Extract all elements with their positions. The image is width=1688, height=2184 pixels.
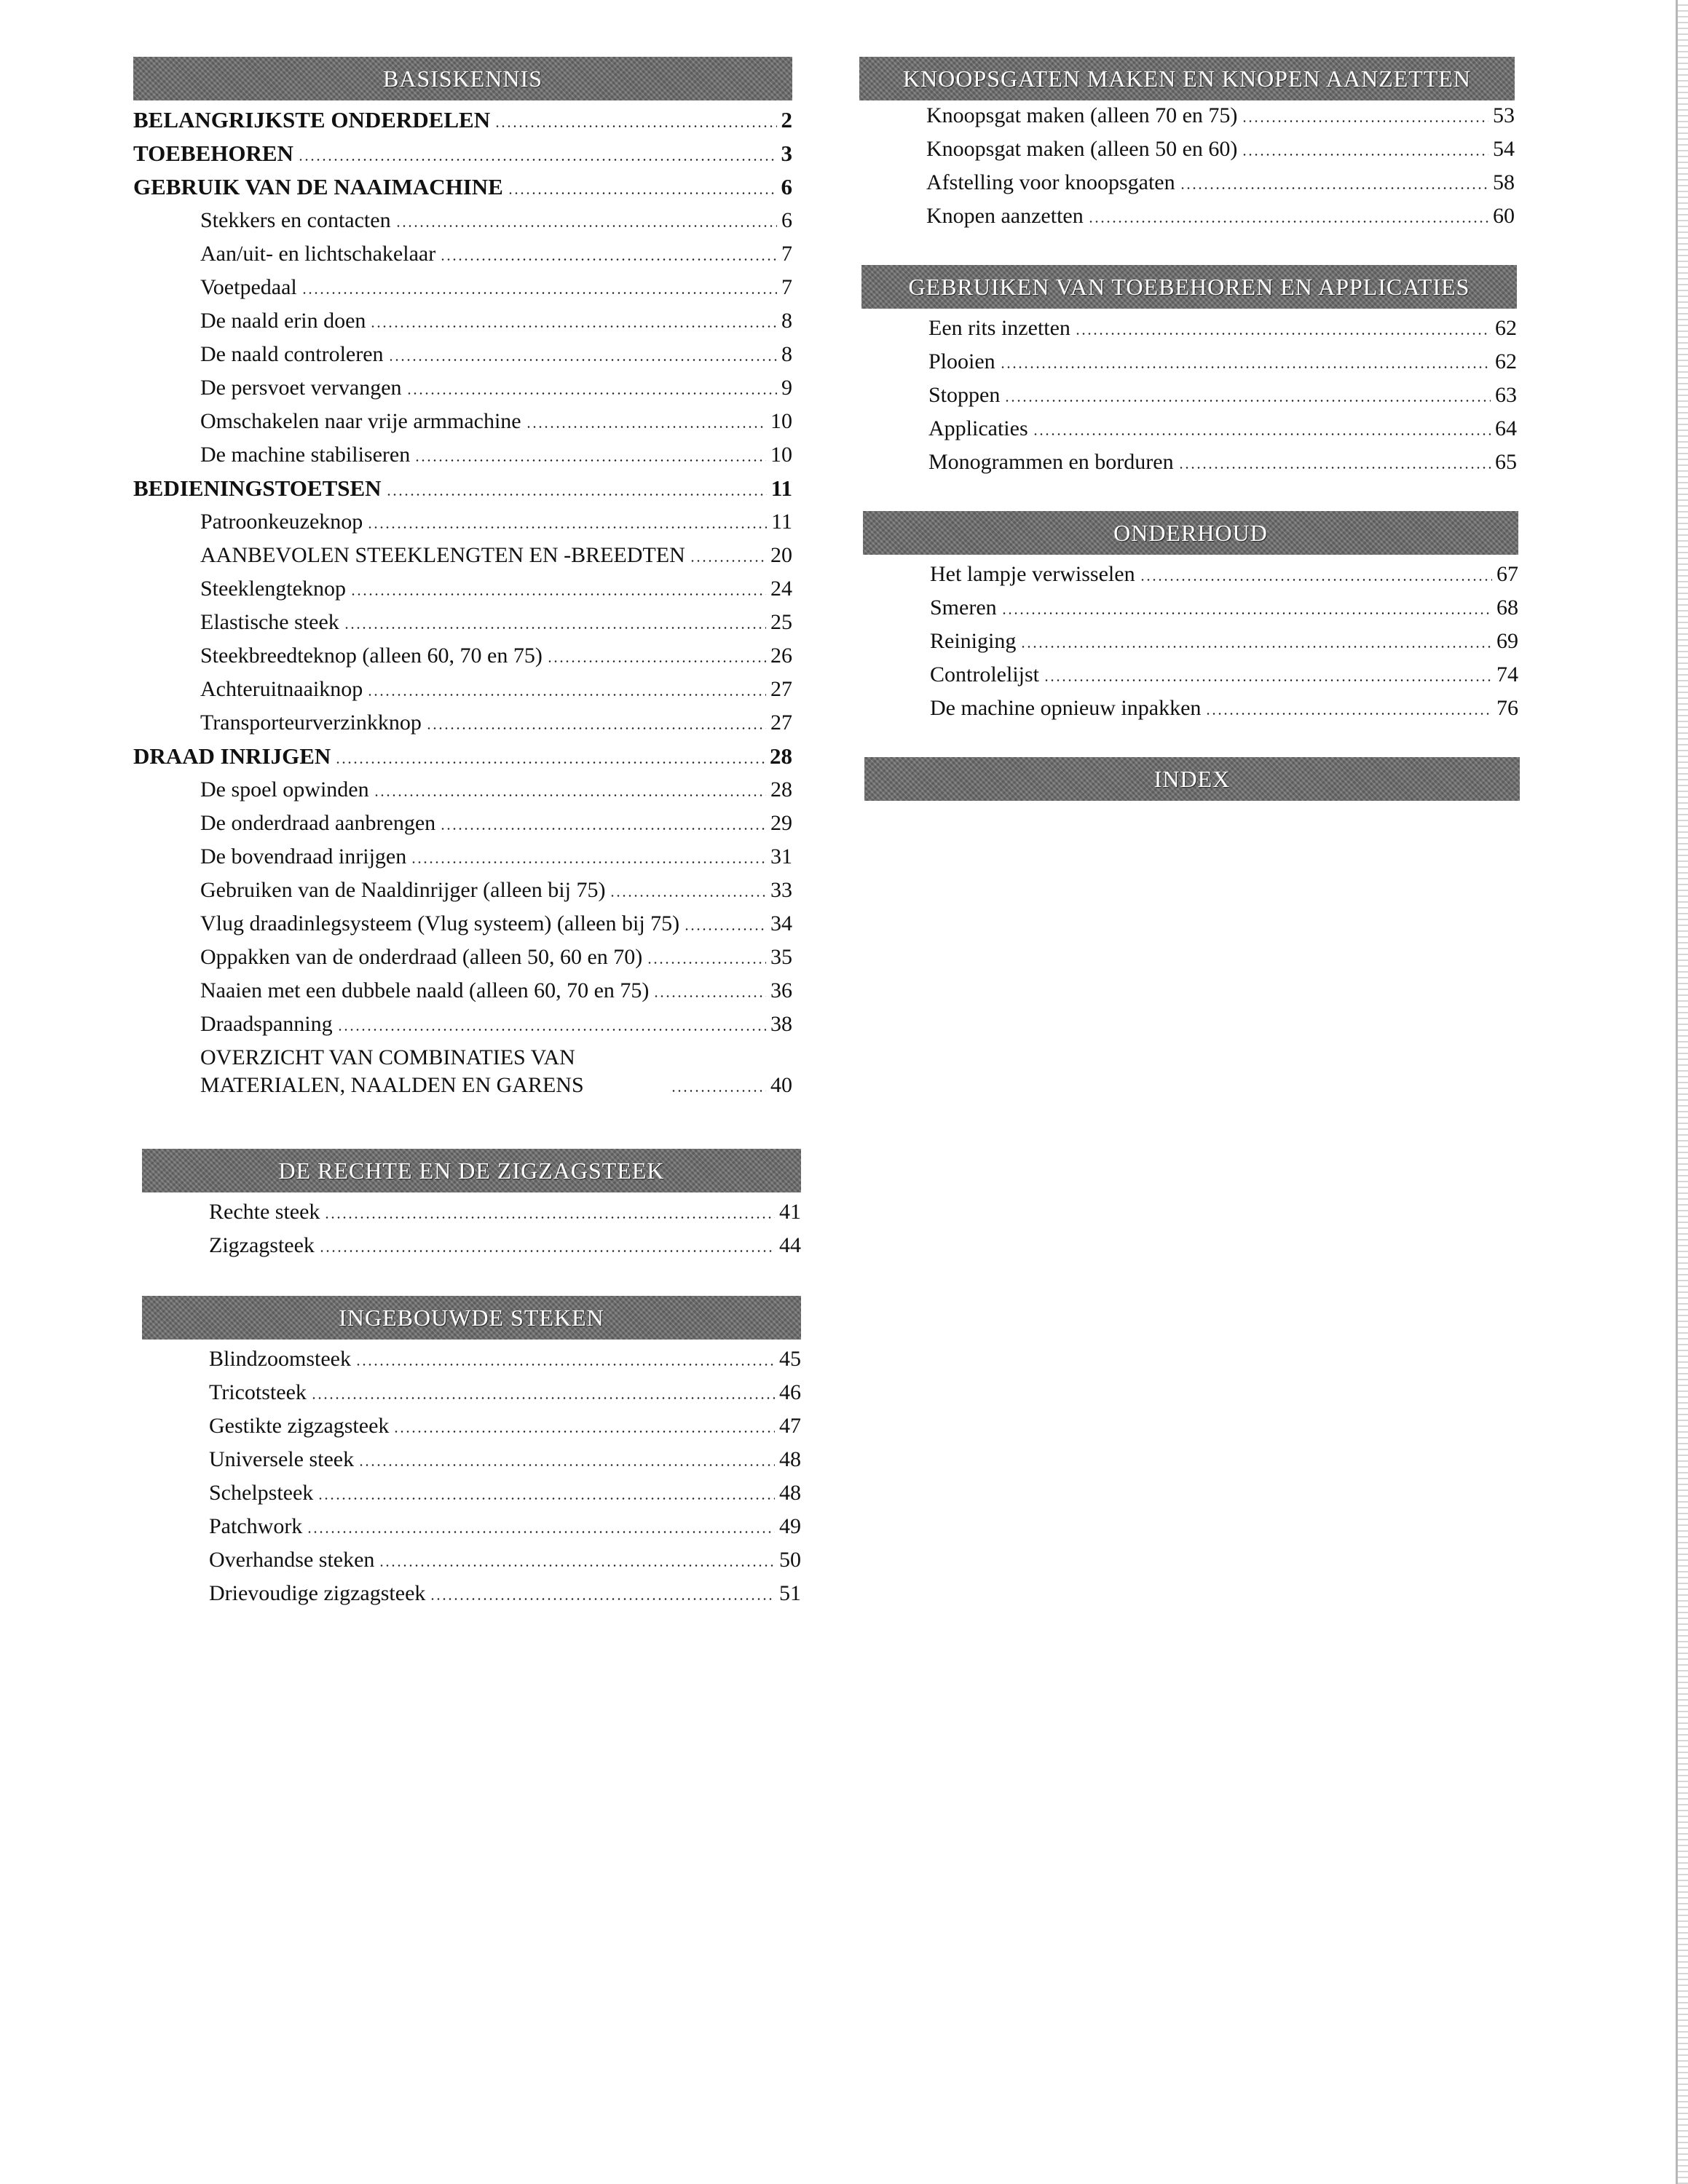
toc-entry-page: 10 (770, 409, 792, 433)
dot-leader (430, 1598, 775, 1600)
toc-entry-label: Oppakken van de onderdraad (alleen 50, 60 en 70) (200, 945, 643, 969)
toc-entry[interactable] (861, 446, 1517, 479)
dot-leader (684, 928, 766, 930)
toc-entry-page: 74 (1496, 662, 1518, 687)
toc-entry-page: 27 (770, 711, 792, 735)
toc-entry-label: BEDIENINGSTOETSEN (133, 475, 382, 501)
dot-leader (547, 660, 766, 662)
toc-entry-page: 69 (1496, 629, 1518, 653)
toc-entry[interactable] (133, 807, 792, 840)
toc-entry[interactable] (133, 773, 792, 807)
section-banner: KNOOPSGATEN MAKEN EN KNOPEN AANZETTEN (859, 57, 1515, 100)
toc-entry-label: Een rits inzetten (928, 316, 1070, 340)
toc-entry-label: De spoel opwinden (200, 778, 369, 802)
toc-entry-label: Aan/uit- en lichtschakelaar (200, 242, 436, 266)
toc-entry-page: 8 (781, 309, 792, 333)
dot-leader (350, 593, 766, 596)
dot-leader (426, 727, 766, 729)
dot-leader (671, 1090, 766, 1092)
toc-entry-label: Patchwork (209, 1514, 303, 1538)
toc-entry[interactable] (133, 438, 792, 472)
toc-entry[interactable] (133, 706, 792, 740)
toc-entry-page: 34 (770, 911, 792, 935)
toc-entry-label: Voetpedaal (200, 275, 297, 299)
dot-leader (1242, 154, 1488, 156)
toc-entry-page: 58 (1493, 170, 1515, 194)
dot-leader (1000, 366, 1491, 368)
dot-leader (301, 292, 777, 294)
toc-entries (861, 312, 1517, 479)
toc-entry-label: De bovendraad inrijgen (200, 844, 407, 869)
toc-entry[interactable] (142, 1510, 801, 1543)
toc-entry-page: 51 (779, 1581, 801, 1605)
toc-entry-label: Universele steek (209, 1447, 355, 1471)
toc-entry-label: GEBRUIK VAN DE NAAIMACHINE (133, 174, 503, 199)
section-knoopsgaten (859, 57, 1515, 233)
toc-entry-page: 7 (781, 242, 792, 266)
toc-entry-label: Elastische steek (200, 610, 339, 634)
toc-entry-page: 38 (770, 1012, 792, 1036)
toc-entry[interactable] (133, 304, 792, 338)
toc-entry[interactable] (863, 625, 1518, 658)
toc-entry-page: 49 (779, 1514, 801, 1538)
dot-leader (1242, 120, 1488, 122)
dot-leader (494, 125, 776, 127)
toc-entry[interactable] (133, 874, 792, 907)
toc-entry-label: Monogrammen en borduren (928, 450, 1174, 474)
dot-leader (414, 459, 766, 462)
dot-leader (1020, 646, 1492, 648)
toc-entry-label: Het lampje verwisselen (930, 562, 1135, 586)
dot-leader (379, 1564, 775, 1567)
toc-entry-label: Schelpsteek (209, 1481, 314, 1505)
toc-entry[interactable] (133, 974, 792, 1008)
dot-leader (440, 258, 777, 261)
dot-leader (1033, 433, 1491, 435)
section-index (864, 757, 1520, 801)
section-banner: GEBRUIKEN VAN TOEBEHOREN EN APPLICATIES (861, 265, 1517, 309)
toc-entry-page: 11 (771, 510, 792, 534)
dot-leader (337, 1029, 766, 1031)
toc-entry-page: 28 (770, 778, 792, 802)
toc-entry-page: 53 (1493, 103, 1515, 127)
dot-leader (358, 1464, 775, 1466)
toc-entry-page: 25 (770, 610, 792, 634)
toc-entry[interactable] (142, 1409, 801, 1443)
toc-entry[interactable] (133, 1008, 792, 1041)
toc-entry-page: 63 (1495, 383, 1517, 407)
toc-entry-page: 24 (770, 577, 792, 601)
dot-leader (324, 1216, 775, 1219)
toc-entry[interactable] (859, 166, 1515, 199)
toc-entry-label: Draadspanning (200, 1012, 333, 1036)
dot-leader (386, 494, 767, 496)
toc-entry[interactable] (133, 137, 792, 170)
toc-entry-label: Gestikte zigzagsteek (209, 1414, 390, 1438)
toc-entry[interactable] (133, 338, 792, 371)
dot-leader (355, 1364, 775, 1366)
toc-entry[interactable] (133, 237, 792, 271)
toc-entry-page: 11 (770, 475, 792, 501)
toc-entry-page: 33 (770, 878, 792, 902)
toc-entry-page: 65 (1495, 450, 1517, 474)
toc-entry[interactable] (863, 591, 1518, 625)
toc-entry-label: DRAAD INRIJGEN (133, 743, 331, 769)
toc-entry-label: De naald controleren (200, 342, 384, 366)
toc-entry-page: 29 (770, 811, 792, 835)
toc-entry[interactable] (142, 1376, 801, 1409)
toc-entry-label: Transporteurverzinkknop (200, 711, 422, 735)
toc-entry-label: Afstelling voor knoopsgaten (926, 170, 1175, 194)
toc-entry-page: 45 (779, 1347, 801, 1371)
toc-entry-page: 6 (781, 174, 792, 199)
toc-entry-page: 40 (770, 1073, 792, 1097)
toc-entry-label: Plooien (928, 349, 995, 373)
toc-entry-page: 50 (779, 1548, 801, 1572)
toc-entry[interactable] (142, 1195, 801, 1229)
toc-entry[interactable] (133, 204, 792, 237)
toc-entry[interactable] (133, 103, 792, 137)
toc-entry-label: Steeklengteknop (200, 577, 346, 601)
toc-entry-page: 41 (779, 1200, 801, 1224)
dot-leader (370, 325, 777, 328)
section-ingebouwde-steken (142, 1296, 801, 1610)
dot-leader (395, 225, 777, 227)
toc-entry-page: 62 (1495, 316, 1517, 340)
dot-leader (367, 526, 767, 529)
dot-leader (374, 794, 766, 796)
dot-leader (690, 560, 766, 562)
toc-entry[interactable] (863, 692, 1518, 725)
toc-entry-page: 44 (779, 1233, 801, 1257)
toc-entry-page: 31 (770, 844, 792, 869)
toc-entry[interactable] (133, 170, 792, 204)
toc-entry-label: Patroonkeuzeknop (200, 510, 363, 534)
toc-entry-label: De naald erin doen (200, 309, 366, 333)
toc-entry-page: 76 (1496, 696, 1518, 720)
dot-leader (647, 962, 766, 964)
section-onderhoud (863, 511, 1518, 725)
toc-entry[interactable] (861, 312, 1517, 345)
toc-entry-label: Reiniging (930, 629, 1017, 653)
section-banner: BASISKENNIS (133, 57, 792, 100)
dot-leader (440, 828, 766, 830)
toc-entry[interactable] (133, 941, 792, 974)
toc-entry-page: 9 (781, 376, 792, 400)
toc-entry[interactable] (133, 740, 792, 773)
toc-entry-page: 10 (770, 443, 792, 467)
dot-leader (388, 359, 777, 361)
toc-entry-label: BELANGRIJKSTE ONDERDELEN (133, 107, 491, 132)
toc-entries (133, 103, 792, 1102)
dot-leader (1205, 713, 1492, 715)
dot-leader (1044, 679, 1492, 681)
toc-entry-page: 26 (770, 644, 792, 668)
toc-entry[interactable] (133, 371, 792, 405)
toc-entries (863, 558, 1518, 725)
toc-entry[interactable] (861, 345, 1517, 379)
toc-entries (859, 99, 1515, 233)
toc-entry[interactable] (133, 271, 792, 304)
toc-entry-page: 62 (1495, 349, 1517, 373)
toc-entry-page: 64 (1495, 416, 1517, 440)
dot-leader (311, 1397, 775, 1399)
dot-leader (1178, 467, 1491, 469)
dot-leader (508, 192, 777, 194)
toc-entry[interactable] (861, 412, 1517, 446)
toc-entry-label: Tricotsteek (209, 1380, 307, 1404)
toc-entry-label: Omschakelen naar vrije armmachine (200, 409, 521, 433)
dot-leader (367, 694, 766, 696)
dot-leader (1075, 333, 1491, 335)
toc-entry[interactable] (859, 99, 1515, 132)
toc-entry-label: Knoopsgat maken (alleen 70 en 75) (926, 103, 1238, 127)
toc-entry-page: 36 (770, 978, 792, 1002)
toc-entry-page: 54 (1493, 137, 1515, 161)
toc-entry[interactable] (863, 658, 1518, 692)
toc-entry-page: 3 (781, 141, 792, 166)
toc-entry[interactable] (863, 558, 1518, 591)
toc-entry[interactable] (133, 840, 792, 874)
toc-entry-label: Blindzoomsteek (209, 1347, 351, 1371)
toc-entry-page: 7 (781, 275, 792, 299)
toc-entry-page: 46 (779, 1380, 801, 1404)
toc-entries (142, 1195, 801, 1262)
toc-entry-label: OVERZICHT VAN COMBINATIES VAN MATERIALEN, NAALDEN EN GARENS (200, 1045, 584, 1097)
section-banner: INDEX (864, 757, 1520, 801)
section-toebehoren-applicaties (861, 265, 1517, 479)
toc-entry[interactable] (133, 472, 792, 505)
dot-leader (307, 1531, 775, 1533)
dot-leader (335, 761, 765, 764)
toc-entry[interactable] (133, 639, 792, 673)
toc-entry-label: Smeren (930, 596, 997, 620)
dot-leader (526, 426, 766, 428)
toc-entry-label: Stekkers en contacten (200, 208, 391, 232)
toc-entry-label: Gebruiken van de Naaldinrijger (alleen bij 75) (200, 878, 606, 902)
dot-leader (318, 1497, 775, 1500)
toc-entry[interactable] (142, 1443, 801, 1476)
dot-leader (1001, 612, 1492, 614)
toc-entry[interactable] (142, 1577, 801, 1610)
toc-entry-page: 48 (779, 1447, 801, 1471)
toc-entry-page: 2 (781, 107, 792, 132)
section-banner: INGEBOUWDE STEKEN (142, 1296, 801, 1340)
toc-entry-label: Zigzagsteek (209, 1233, 315, 1257)
toc-entry-page: 6 (781, 208, 792, 232)
toc-entry-label: De onderdraad aanbrengen (200, 811, 436, 835)
section-rechte-zigzag (142, 1149, 801, 1262)
toc-entry[interactable] (133, 405, 792, 438)
toc-entry[interactable] (142, 1229, 801, 1262)
toc-entry-label: TOEBEHOREN (133, 141, 293, 166)
section-banner: ONDERHOUD (863, 511, 1518, 555)
dot-leader (406, 392, 777, 395)
toc-entry-label: Overhandse steken (209, 1548, 375, 1572)
toc-entry[interactable] (861, 379, 1517, 412)
toc-entry-page: 68 (1496, 596, 1518, 620)
toc-entry-label: Drievoudige zigzagsteek (209, 1581, 426, 1605)
toc-entry[interactable] (133, 505, 792, 539)
dot-leader (1088, 221, 1488, 223)
toc-entry-label: Stoppen (928, 383, 1001, 407)
dot-leader (1180, 187, 1488, 189)
dot-leader (653, 995, 766, 997)
scan-edge-artifact (1676, 0, 1688, 2184)
toc-entry-page: 20 (770, 543, 792, 567)
toc-entry-label: Controlelijst (930, 662, 1039, 687)
toc-entry-page: 8 (781, 342, 792, 366)
toc-entry-page: 48 (779, 1481, 801, 1505)
dot-leader (411, 861, 766, 863)
toc-entry-page: 35 (770, 945, 792, 969)
toc-entry[interactable] (133, 572, 792, 606)
toc-entry-label: Achteruitnaaiknop (200, 677, 363, 701)
toc-entry-page: 60 (1493, 204, 1515, 228)
toc-entry[interactable] (142, 1543, 801, 1577)
toc-entry[interactable] (133, 539, 792, 572)
toc-entry[interactable] (142, 1476, 801, 1510)
toc-entry-label: De machine opnieuw inpakken (930, 696, 1202, 720)
toc-entry[interactable] (133, 1041, 792, 1102)
toc-entry-label: Rechte steek (209, 1200, 320, 1224)
toc-entry[interactable] (142, 1342, 801, 1376)
section-basiskennis (133, 57, 792, 1102)
toc-entry-label: Steekbreedteknop (alleen 60, 70 en 75) (200, 644, 543, 668)
toc-entry[interactable] (133, 673, 792, 706)
toc-entry-label: Knoopsgat maken (alleen 50 en 60) (926, 137, 1238, 161)
toc-entry-page: 27 (770, 677, 792, 701)
toc-entry[interactable] (133, 606, 792, 639)
section-banner: DE RECHTE EN DE ZIGZAGSTEEK (142, 1149, 801, 1192)
toc-entry-label: De persvoet vervangen (200, 376, 402, 400)
toc-entry-label: AANBEVOLEN STEEKLENGTEN EN -BREEDTEN (200, 543, 685, 567)
toc-entries (142, 1342, 801, 1610)
dot-leader (319, 1250, 775, 1252)
toc-entry[interactable] (859, 199, 1515, 233)
toc-entry[interactable] (133, 907, 792, 941)
toc-entry-label: De machine stabiliseren (200, 443, 411, 467)
dot-leader (1004, 400, 1491, 402)
toc-entry-page: 47 (779, 1414, 801, 1438)
dot-leader (610, 895, 766, 897)
toc-entry-label: Naaien met een dubbele naald (alleen 60, 70 en 75) (200, 978, 650, 1002)
toc-entry-label: Applicaties (928, 416, 1028, 440)
toc-entry-label: Knopen aanzetten (926, 204, 1084, 228)
dot-leader (298, 159, 777, 161)
dot-leader (393, 1431, 775, 1433)
toc-entry-label: Vlug draadinlegsysteem (Vlug systeem) (alleen bij 75) (200, 911, 680, 935)
toc-entry[interactable] (859, 132, 1515, 166)
dot-leader (344, 627, 766, 629)
dot-leader (1140, 579, 1492, 581)
toc-entry-page: 67 (1496, 562, 1518, 586)
toc-entry-page: 28 (770, 743, 792, 769)
